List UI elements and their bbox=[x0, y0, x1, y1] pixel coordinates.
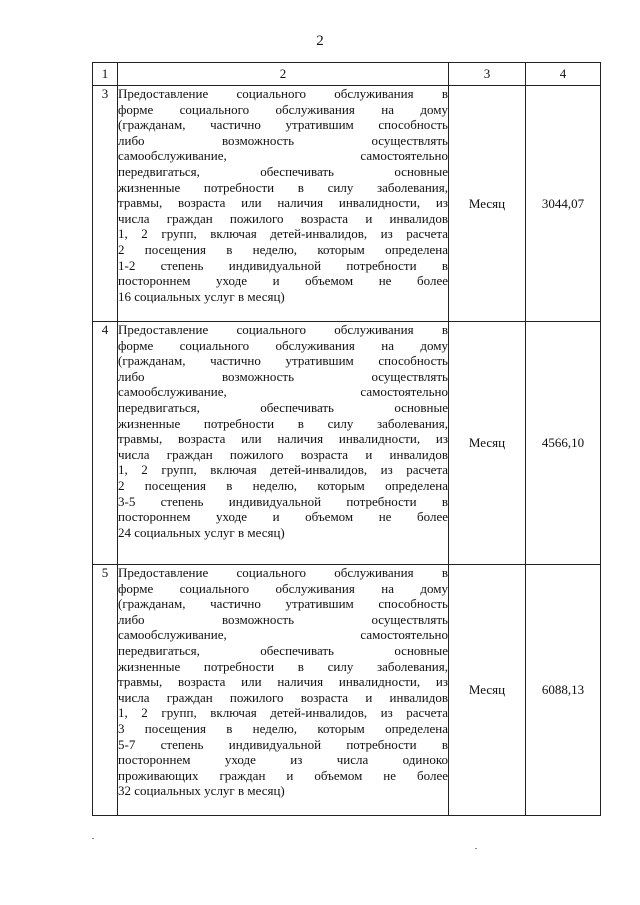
description-line: 2 посещения в неделю, которым определена bbox=[118, 241, 448, 257]
description-line: числа граждан пожилого возраста и инвалидов bbox=[118, 446, 448, 462]
description-line: 32 социальных услуг в месяц) bbox=[118, 783, 285, 799]
page-number: 2 bbox=[316, 33, 324, 49]
description-line: числа граждан пожилого возраста и инвалидов bbox=[118, 689, 448, 705]
description-line: 3-5 степень индивидуальной потребности в bbox=[118, 493, 448, 509]
unit-of-measure: Месяц bbox=[449, 565, 526, 816]
description-line: либо возможность осуществлять bbox=[118, 611, 448, 627]
description-line: Предоставление социального обслуживания в bbox=[118, 86, 448, 101]
description-line: проживающих граждан и объемом не более bbox=[118, 767, 448, 783]
description-line: травмы, возраста или наличия инвалидности, из bbox=[118, 674, 448, 690]
description-line: постороннем уходе и объемом не более bbox=[118, 509, 448, 525]
description-line: Предоставление социального обслуживания в bbox=[118, 565, 448, 580]
scan-speck bbox=[92, 838, 94, 839]
description-line: (гражданам, частично утратившим способность bbox=[118, 353, 448, 369]
description-line: Предоставление социального обслуживания в bbox=[118, 322, 448, 337]
description-line: 24 социальных услуг в месяц) bbox=[118, 524, 285, 540]
description-line: форме социального обслуживания на дому bbox=[118, 337, 448, 353]
description-line: постороннем уходе и объемом не более bbox=[118, 273, 448, 289]
service-description bbox=[118, 322, 449, 565]
description-line: 1, 2 групп, включая детей-инвалидов, из расчета bbox=[118, 705, 448, 721]
unit-of-measure: Месяц bbox=[449, 322, 526, 565]
description-line: самообслуживание, самостоятельно bbox=[118, 627, 448, 643]
table-row bbox=[93, 322, 601, 565]
table-row bbox=[93, 86, 601, 322]
service-description bbox=[118, 86, 449, 322]
description-line: форме социального обслуживания на дому bbox=[118, 101, 448, 117]
tariff-value: 3044,07 bbox=[526, 86, 601, 322]
description-line: передвигаться, обеспечивать основные bbox=[118, 399, 448, 415]
tariff-value: 4566,10 bbox=[526, 322, 601, 565]
header-cell-1: 1 bbox=[93, 63, 118, 86]
row-number: 4 bbox=[93, 322, 118, 565]
description-line: 1, 2 групп, включая детей-инвалидов, из расчета bbox=[118, 226, 448, 242]
description-line: 2 посещения в неделю, которым определена bbox=[118, 477, 448, 493]
row-number: 5 bbox=[93, 565, 118, 816]
description-line: 3 посещения в неделю, которым определена bbox=[118, 720, 448, 736]
table-row bbox=[93, 565, 601, 816]
description-line: числа граждан пожилого возраста и инвалидов bbox=[118, 210, 448, 226]
tariff-table bbox=[92, 62, 601, 816]
description-line: 5-7 степень индивидуальной потребности в bbox=[118, 736, 448, 752]
scan-speck bbox=[475, 848, 477, 849]
description-line: либо возможность осуществлять bbox=[118, 132, 448, 148]
description-line: 1, 2 групп, включая детей-инвалидов, из расчета bbox=[118, 462, 448, 478]
description-line: жизненные потребности в силу заболевания, bbox=[118, 179, 448, 195]
description-line: самообслуживание, самостоятельно bbox=[118, 384, 448, 400]
description-line: либо возможность осуществлять bbox=[118, 368, 448, 384]
description-line: форме социального обслуживания на дому bbox=[118, 580, 448, 596]
description-line: (гражданам, частично утратившим способность bbox=[118, 596, 448, 612]
tariff-value: 6088,13 bbox=[526, 565, 601, 816]
description-line: травмы, возраста или наличия инвалидности, из bbox=[118, 195, 448, 211]
header-cell-4: 4 bbox=[526, 63, 601, 86]
table-header-row bbox=[93, 63, 601, 86]
description-line: жизненные потребности в силу заболевания, bbox=[118, 415, 448, 431]
description-line: (гражданам, частично утратившим способность bbox=[118, 117, 448, 133]
unit-of-measure: Месяц bbox=[449, 86, 526, 322]
description-line: постороннем уходе из числа одиноко bbox=[118, 752, 448, 768]
description-line: самообслуживание, самостоятельно bbox=[118, 148, 448, 164]
description-line: 16 социальных услуг в месяц) bbox=[118, 288, 285, 304]
description-line: жизненные потребности в силу заболевания, bbox=[118, 658, 448, 674]
description-line: передвигаться, обеспечивать основные bbox=[118, 642, 448, 658]
description-line: травмы, возраста или наличия инвалидности, из bbox=[118, 431, 448, 447]
description-line: передвигаться, обеспечивать основные bbox=[118, 163, 448, 179]
description-line: 1-2 степень индивидуальной потребности в bbox=[118, 257, 448, 273]
header-cell-3: 3 bbox=[449, 63, 526, 86]
row-number: 3 bbox=[93, 86, 118, 322]
header-cell-2: 2 bbox=[118, 63, 449, 86]
service-description bbox=[118, 565, 449, 816]
